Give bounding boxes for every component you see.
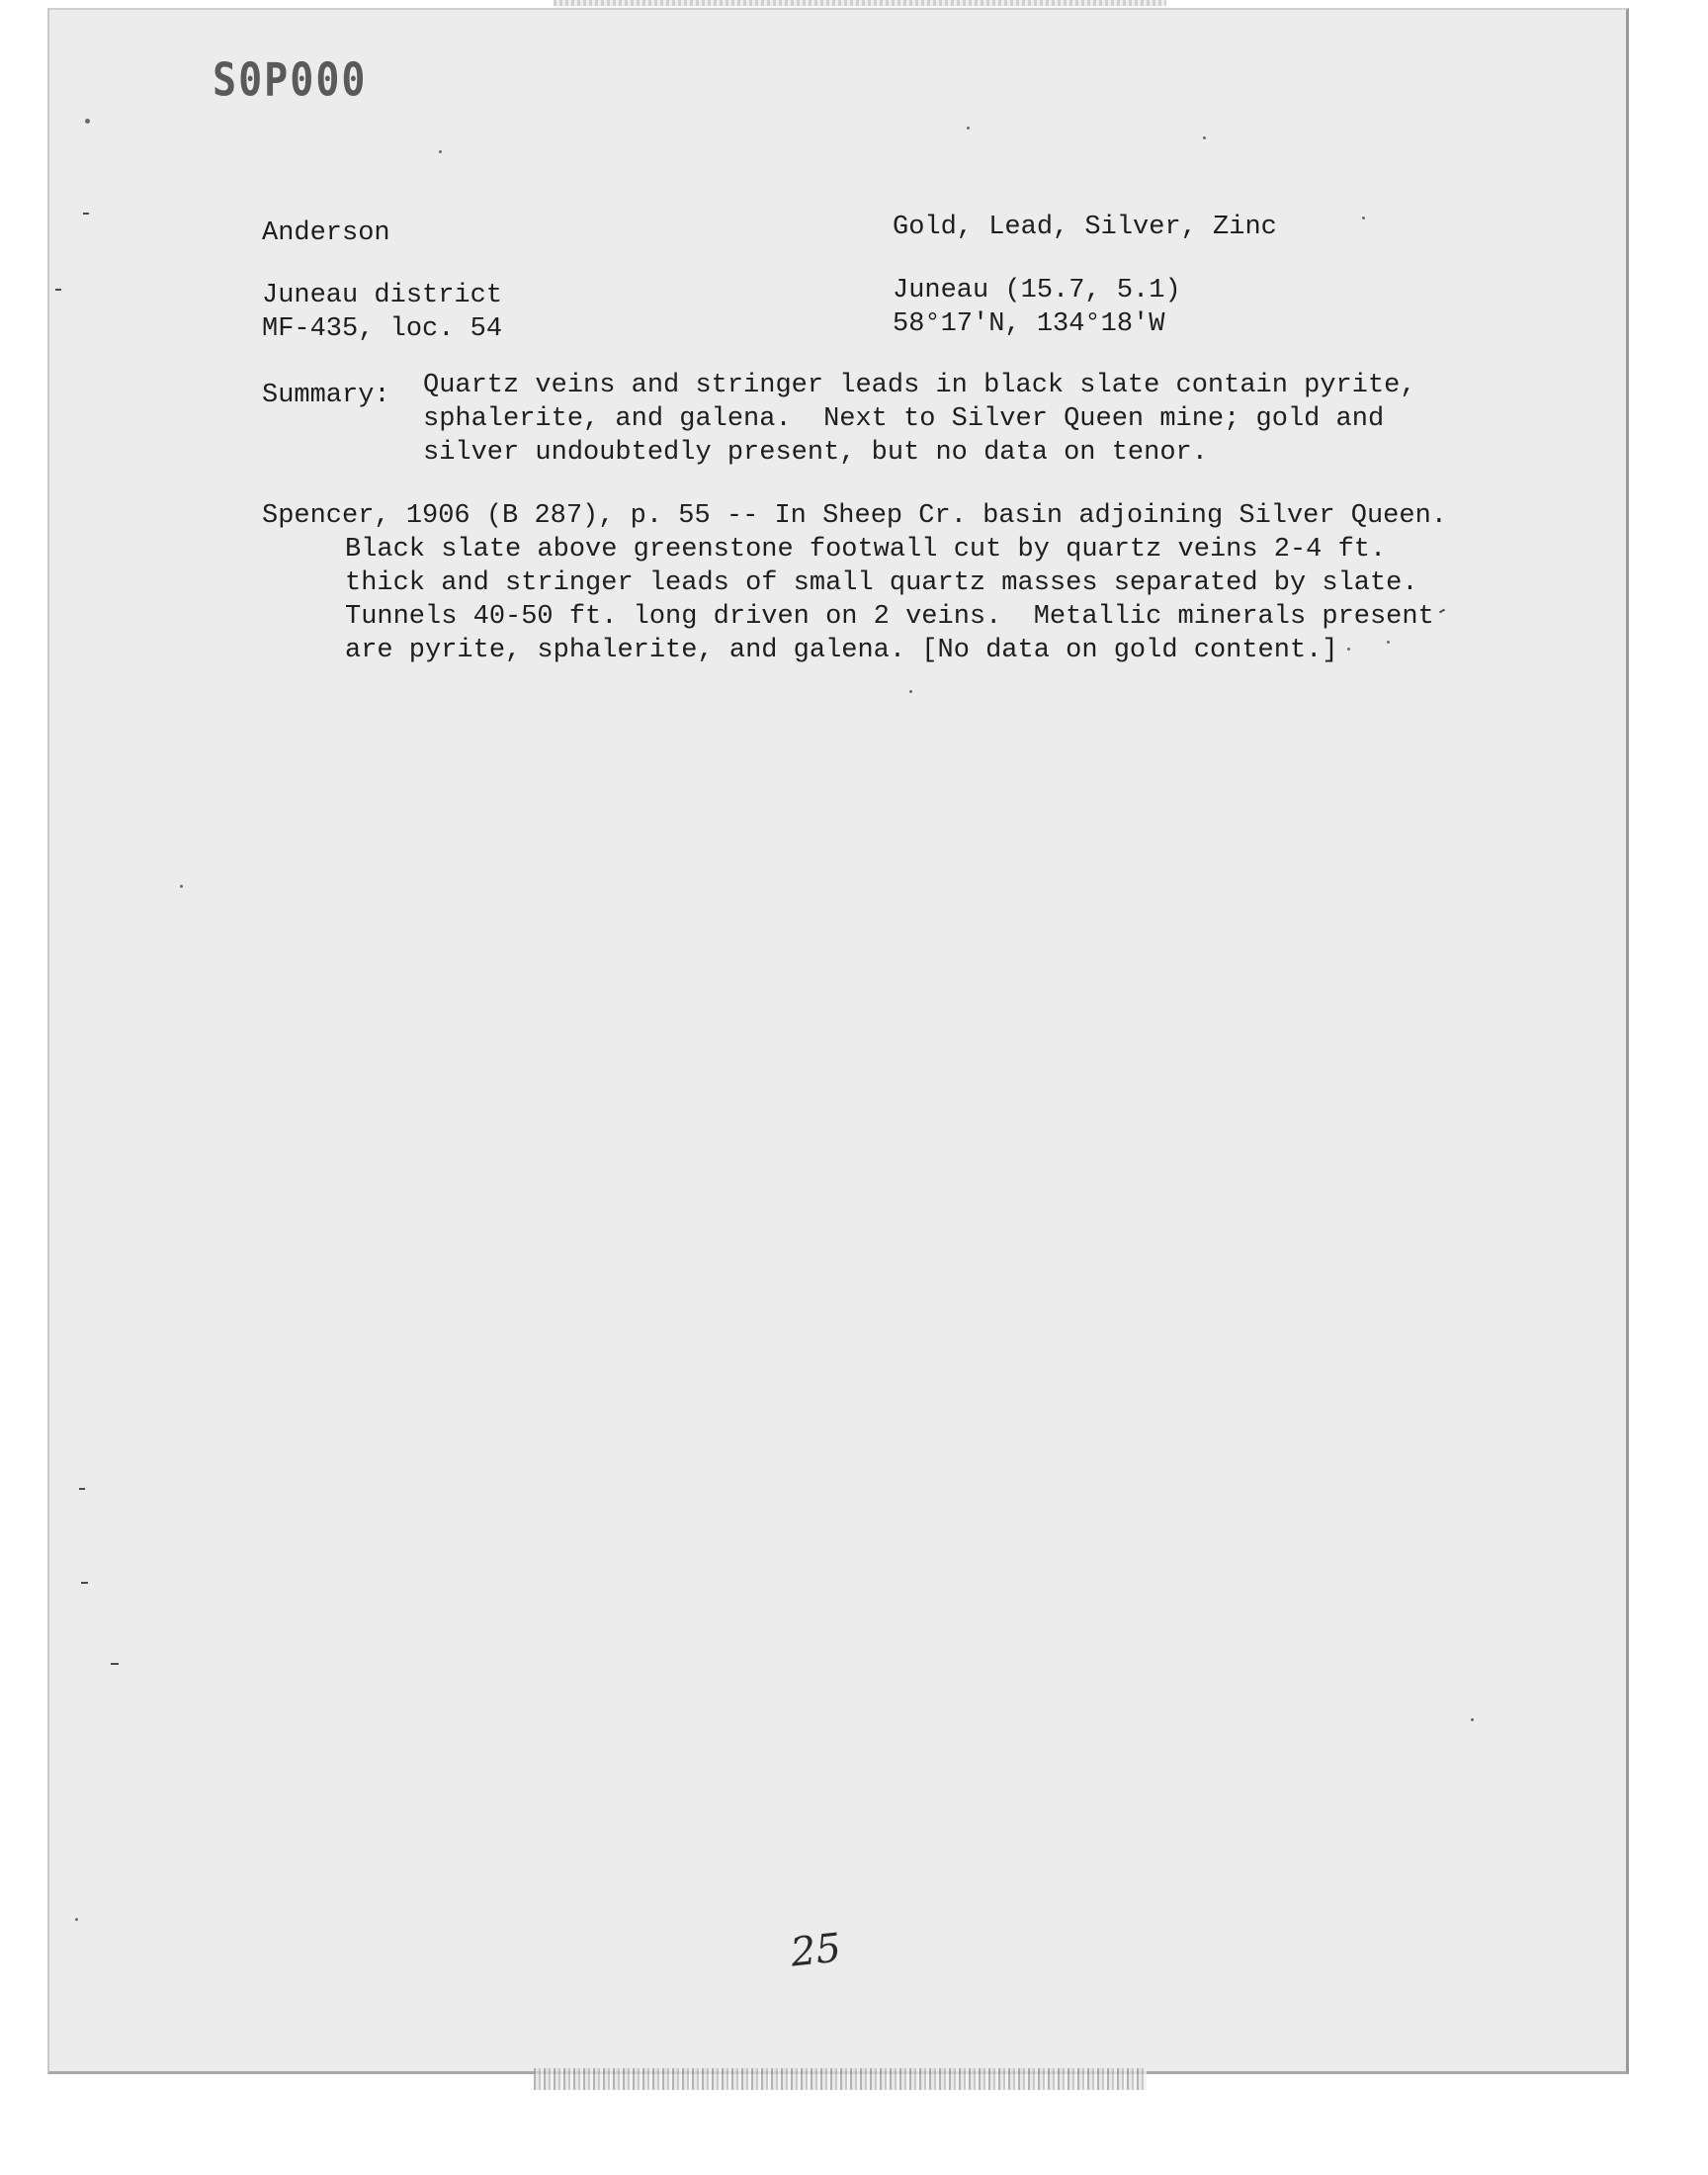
scan-speck: [909, 690, 912, 693]
summary-label: Summary:: [262, 381, 390, 410]
reference-line: Spencer, 1906 (B 287), p. 55 -- In Sheep Cr. basin adjoining Silver Queen.: [262, 501, 1447, 531]
scan-speck: [1347, 648, 1350, 651]
margin-mark: [111, 1663, 119, 1665]
scan-edge-artifact-top: [554, 0, 1166, 6]
map-reference: MF-435, loc. 54: [262, 314, 503, 344]
summary-text: [423, 369, 1416, 470]
scan-speck: [1203, 136, 1206, 139]
document-id-stamp: S0P000: [213, 54, 368, 107]
reference-entry: [262, 499, 1447, 667]
margin-mark: [55, 289, 61, 291]
scan-edge-artifact-bottom: [534, 2068, 1147, 2090]
reference-line: are pyrite, sphalerite, and galena. [No data on gold content.]: [345, 636, 1338, 665]
summary-line: sphalerite, and galena. Next to Silver Queen mine; gold and: [423, 404, 1385, 434]
commodities: Gold, Lead, Silver, Zinc: [893, 213, 1277, 242]
coordinates: 58°17'N, 134°18'W: [893, 309, 1165, 339]
reference-line: thick and stringer leads of small quartz masses separated by slate.: [345, 568, 1418, 598]
quadrangle: Juneau (15.7, 5.1): [893, 276, 1181, 305]
summary-line: silver undoubtedly present, but no data on tenor.: [423, 438, 1208, 468]
district: Juneau district: [262, 281, 503, 310]
scan-speck: [1387, 641, 1390, 644]
handwritten-page-number: 25: [788, 1925, 844, 1976]
reference-line: Tunnels 40-50 ft. long driven on 2 veins. Metallic minerals present: [345, 602, 1434, 632]
scan-speck: [75, 1918, 78, 1921]
record-name: Anderson: [262, 218, 390, 248]
scan-speck: [967, 127, 970, 130]
margin-mark: [81, 1582, 88, 1584]
summary-line: Quartz veins and stringer leads in black slate contain pyrite,: [423, 371, 1416, 400]
reference-line: Black slate above greenstone footwall cut by quartz veins 2-4 ft.: [345, 535, 1387, 565]
scan-speck: [1471, 1718, 1474, 1721]
scan-speck: [439, 150, 442, 153]
scan-speck: [1362, 217, 1365, 219]
margin-mark: [83, 213, 89, 215]
margin-mark: [79, 1488, 85, 1490]
scan-speck: [180, 885, 183, 888]
scan-speck: [85, 119, 90, 124]
